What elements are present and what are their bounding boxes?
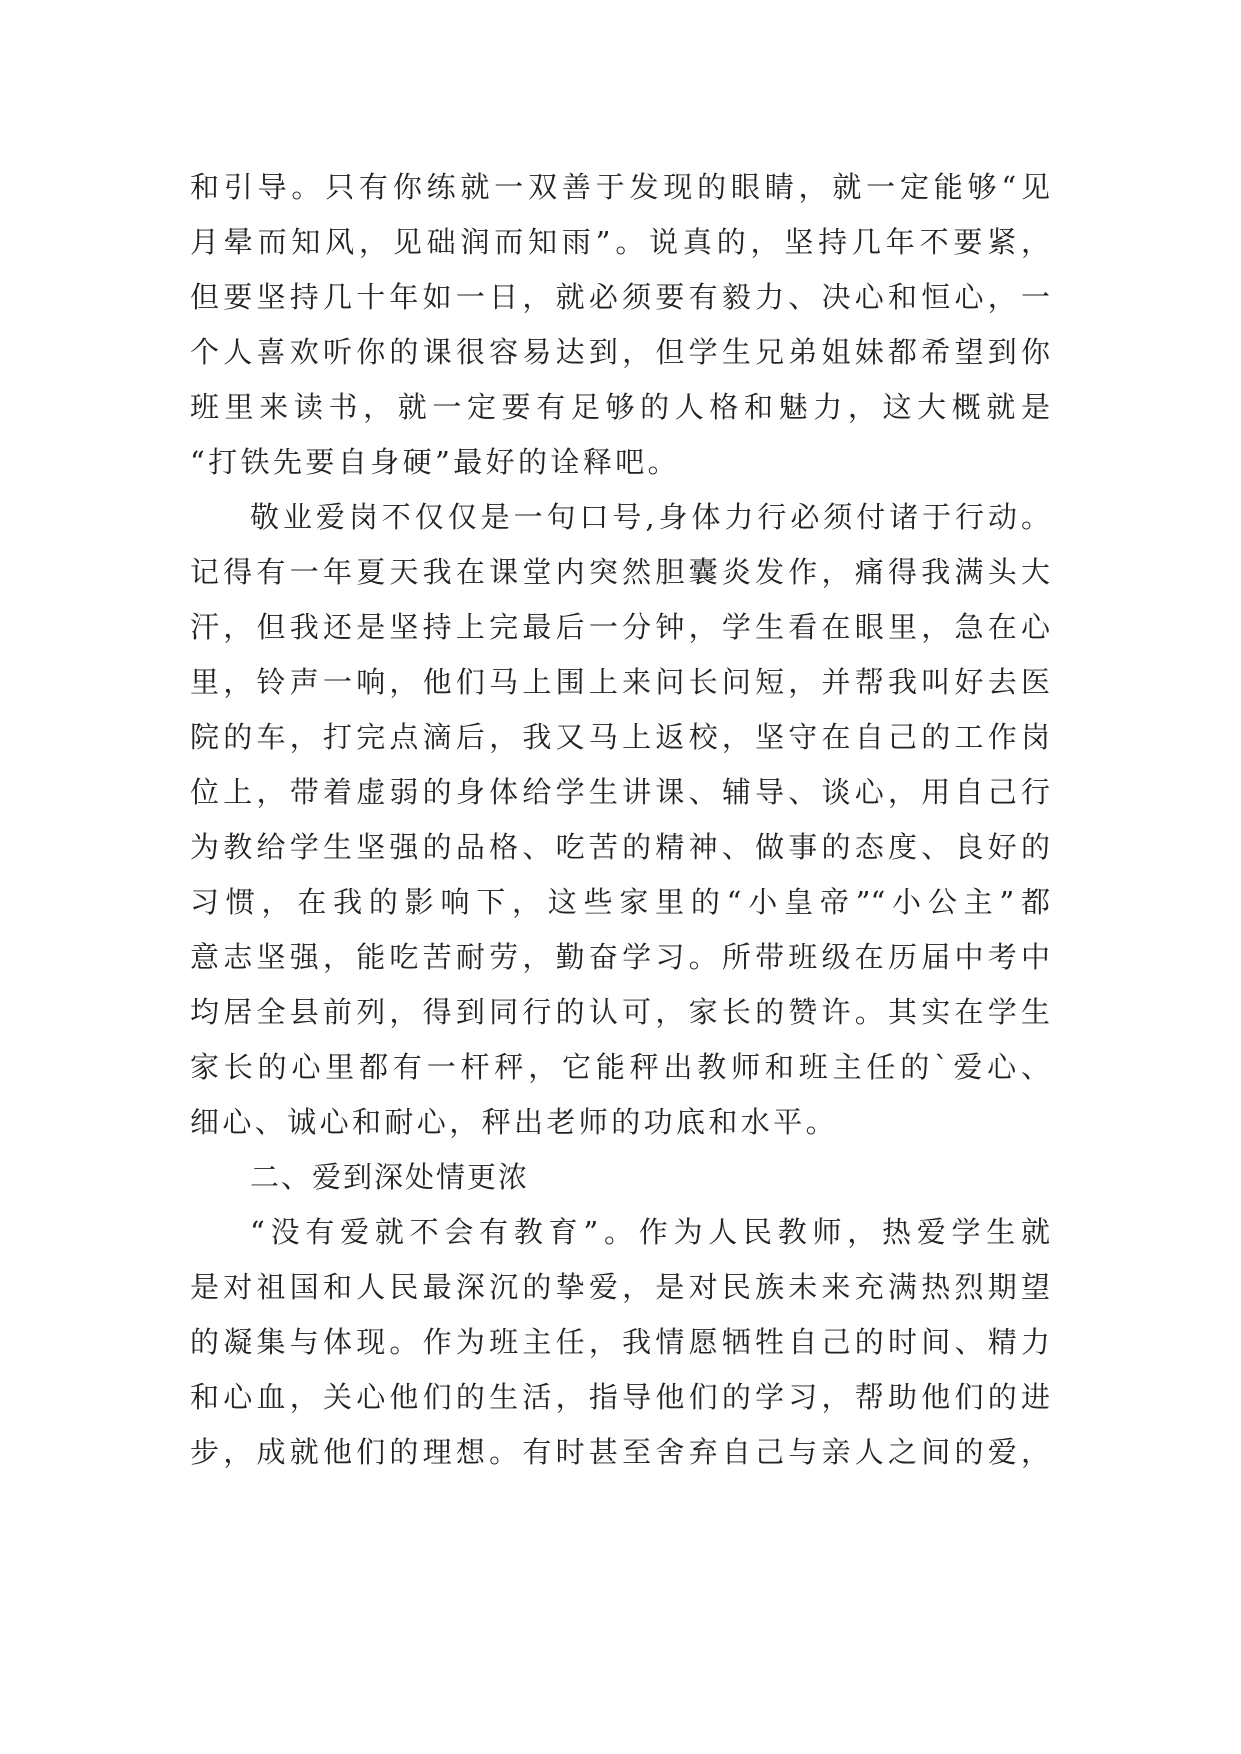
paragraph-first-line: “没有爱就不会有教育”。作为人民教师，热爱学生就 bbox=[250, 1215, 1050, 1249]
text-line: 步，成就他们的理想。有时甚至舍弃自己与亲人之间的爱， bbox=[190, 1435, 1050, 1469]
text-line: 均居全县前列，得到同行的认可，家长的赞许。其实在学生 bbox=[190, 995, 1050, 1029]
text-line: 的凝集与体现。作为班主任，我情愿牺牲自己的时间、精力 bbox=[190, 1325, 1050, 1359]
text-line: 汗，但我还是坚持上完最后一分钟，学生看在眼里，急在心 bbox=[190, 610, 1050, 644]
text-line: 位上，带着虚弱的身体给学生讲课、辅导、谈心，用自己行 bbox=[190, 775, 1050, 809]
text-line: 月晕而知风，见础润而知雨”。说真的，坚持几年不要紧， bbox=[190, 225, 1050, 259]
section-heading: 二、爱到深处情更浓 bbox=[250, 1160, 530, 1194]
text-line: 家长的心里都有一杆秤，它能秤出教师和班主任的`爱心、 bbox=[190, 1050, 1050, 1084]
text-line: “打铁先要自身硬”最好的诠释吧。 bbox=[190, 445, 681, 479]
text-line: 是对祖国和人民最深沉的挚爱，是对民族未来充满热烈期望 bbox=[190, 1270, 1050, 1304]
text-line: 细心、诚心和耐心，秤出老师的功底和水平。 bbox=[190, 1105, 839, 1139]
text-line: 个人喜欢听你的课很容易达到，但学生兄弟姐妹都希望到你 bbox=[190, 335, 1050, 369]
text-line: 和引导。只有你练就一双善于发现的眼睛，就一定能够“见 bbox=[190, 170, 1050, 204]
paragraph-first-line: 敬业爱岗不仅仅是一句口号,身体力行必须付诸于行动。 bbox=[250, 500, 1050, 534]
text-line: 为教给学生坚强的品格、吃苦的精神、做事的态度、良好的 bbox=[190, 830, 1050, 864]
text-line: 院的车，打完点滴后，我又马上返校，坚守在自己的工作岗 bbox=[190, 720, 1050, 754]
text-line: 里，铃声一响，他们马上围上来问长问短，并帮我叫好去医 bbox=[190, 665, 1050, 699]
text-line: 意志坚强，能吃苦耐劳，勤奋学习。所带班级在历届中考中 bbox=[190, 940, 1050, 974]
text-line: 和心血，关心他们的生活，指导他们的学习，帮助他们的进 bbox=[190, 1380, 1050, 1414]
text-line: 但要坚持几十年如一日，就必须要有毅力、决心和恒心，一 bbox=[190, 280, 1050, 314]
text-line: 班里来读书，就一定要有足够的人格和魅力，这大概就是 bbox=[190, 390, 1050, 424]
text-line: 习惯，在我的影响下，这些家里的“小皇帝”“小公主”都 bbox=[190, 885, 1050, 919]
text-line: 记得有一年夏天我在课堂内突然胆囊炎发作，痛得我满头大 bbox=[190, 555, 1050, 589]
